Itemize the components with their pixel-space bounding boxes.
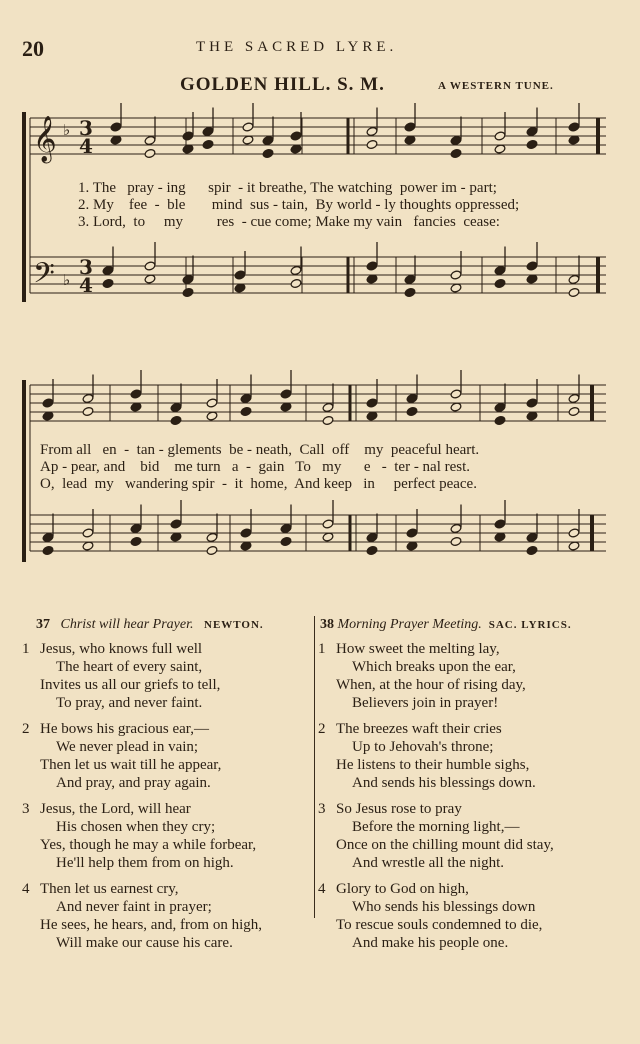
note-head — [404, 287, 416, 297]
note-head — [182, 287, 194, 297]
note-head — [366, 261, 378, 271]
note-head — [234, 270, 246, 280]
note-head — [494, 519, 506, 529]
note-head — [144, 148, 156, 158]
note-head — [202, 139, 214, 149]
note-head — [526, 261, 538, 271]
note-head — [170, 519, 182, 529]
note-head — [404, 122, 416, 132]
note-head — [240, 528, 252, 538]
note-head — [170, 402, 182, 412]
note-head — [206, 545, 218, 555]
note-head — [366, 532, 378, 542]
note-head — [494, 402, 506, 412]
note-head — [406, 406, 418, 416]
note-head — [242, 122, 254, 132]
note-head — [130, 536, 142, 546]
tune-title: GOLDEN HILL. S. M. — [180, 74, 385, 95]
note-head — [526, 126, 538, 136]
note-head — [262, 148, 274, 158]
note-head — [290, 278, 302, 288]
svg-text:3: 3 — [79, 116, 93, 140]
note-head — [42, 545, 54, 555]
note-head — [450, 148, 462, 158]
svg-text:♭: ♭ — [63, 271, 71, 289]
stanza: 1 Jesus, who knows full well The heart of every saint, Invites us all our griefs to tell, To pray, and never faint. — [22, 641, 221, 711]
note-head — [130, 389, 142, 399]
bass-staff-2 — [30, 515, 606, 551]
note-head — [568, 287, 580, 297]
note-head — [526, 532, 538, 542]
note-head — [290, 265, 302, 275]
note-head — [290, 131, 302, 141]
hymn-title: Christ will hear Prayer. — [60, 617, 194, 632]
note-head — [102, 265, 114, 275]
note-head — [494, 265, 506, 275]
note-head — [322, 415, 334, 425]
svg-text:♭: ♭ — [63, 121, 71, 139]
note-head — [110, 122, 122, 132]
note-head — [240, 406, 252, 416]
stanza: 4 Glory to God on high, Who sends his blessings down To rescue souls condemned to die, And make his people one. — [318, 881, 543, 951]
note-head — [240, 393, 252, 403]
note-head — [568, 393, 580, 403]
stanza: 4 Then let us earnest cry, And never faint in prayer; He sees, he hears, and, from on high, Will make our cause his care. — [22, 881, 263, 951]
note-head — [494, 415, 506, 425]
stanza: 3 Jesus, the Lord, will hear His chosen when they cry; Yes, though he may a while forbear, He'll help them from on high. — [22, 801, 257, 871]
note-head — [406, 393, 418, 403]
hymn-37-header — [36, 617, 264, 633]
note-head — [182, 131, 194, 141]
note-head — [450, 270, 462, 280]
stanza: 2 He bows his gracious ear,— We never plead in vain; Then let us wait till he appear, And pray, and pray again. — [22, 721, 222, 791]
hymn-number: 37 — [36, 617, 50, 632]
running-title: THE SACRED LYRE. — [196, 39, 398, 55]
note-head — [406, 528, 418, 538]
note-head — [280, 389, 292, 399]
hymn-author: SAC. LYRICS. — [488, 619, 572, 631]
note-head — [494, 131, 506, 141]
note-head — [526, 139, 538, 149]
hymn-37-text — [22, 640, 308, 960]
hymn-38-text — [318, 640, 618, 960]
note-head — [130, 523, 142, 533]
note-head — [568, 528, 580, 538]
treble-staff-2 — [30, 385, 606, 421]
note-head — [170, 415, 182, 425]
lyrics-system1-verse2: 2. My fee - ble mind sus - tain, By world - ly thoughts oppressed; — [78, 197, 520, 213]
page-number: 20 — [22, 36, 44, 61]
bass-clef-icon: 𝄢 — [33, 257, 55, 297]
hymn-title: Morning Prayer Meeting. — [337, 617, 482, 632]
note-head — [82, 406, 94, 416]
note-head — [568, 274, 580, 284]
note-head — [202, 126, 214, 136]
treble-clef-icon: 𝄞 — [33, 116, 57, 162]
svg-text:4: 4 — [79, 134, 93, 158]
lyrics-system1-verse1: 1. The pray - ing spir - it breathe, The watching power im - part; — [78, 180, 497, 196]
bass-staff-1 — [30, 257, 606, 293]
hymn-author: NEWTON. — [204, 619, 264, 631]
svg-text:3: 3 — [79, 255, 93, 279]
lyrics-system1-verse3: 3. Lord, to my res - cue come; Make my vain fancies cease: — [78, 214, 500, 230]
note-head — [322, 519, 334, 529]
note-head — [322, 402, 334, 412]
note-head — [568, 406, 580, 416]
note-head — [404, 274, 416, 284]
note-head — [182, 274, 194, 284]
hymn-38-header — [320, 617, 572, 633]
note-head — [42, 398, 54, 408]
note-head — [262, 135, 274, 145]
stanza: 2 The breezes waft their cries Up to Jehovah's throne; He listens to their humble sighs, And sends his blessings down. — [318, 721, 536, 791]
lyrics-system2-verse1: From all en - tan - glements be - neath, Call off my peaceful heart. — [40, 442, 480, 458]
note-head — [366, 139, 378, 149]
note-head — [366, 126, 378, 136]
stanza: 1 How sweet the melting lay, Which breaks upon the ear, When, at the hour of rising day, Believers join in prayer! — [318, 641, 526, 711]
note-head — [82, 393, 94, 403]
note-head — [280, 536, 292, 546]
note-head — [144, 261, 156, 271]
note-head — [206, 398, 218, 408]
stanza: 3 So Jesus rose to pray Before the morning light,— Once on the chilling mount did stay, And wrestle all the night. — [318, 801, 554, 871]
note-head — [206, 532, 218, 542]
note-head — [42, 532, 54, 542]
note-head — [102, 278, 114, 288]
note-head — [568, 122, 580, 132]
lyrics-system2-verse3: O, lead my wandering spir - it home, And keep in perfect peace. — [40, 476, 477, 492]
note-head — [526, 398, 538, 408]
note-head — [366, 545, 378, 555]
tune-note: A WESTERN TUNE. — [438, 80, 554, 92]
note-head — [82, 528, 94, 538]
lyrics-system2-verse2: Ap - pear, and bid me turn a - gain To my e - ter - nal rest. — [40, 459, 471, 475]
svg-text:4: 4 — [79, 273, 93, 297]
note-head — [280, 523, 292, 533]
note-head — [450, 523, 462, 533]
note-head — [144, 135, 156, 145]
note-head — [526, 545, 538, 555]
note-head — [450, 389, 462, 399]
column-divider — [314, 616, 315, 918]
note-head — [450, 135, 462, 145]
hymn-number: 38 — [320, 617, 334, 632]
note-head — [450, 536, 462, 546]
note-head — [366, 398, 378, 408]
note-head — [494, 278, 506, 288]
